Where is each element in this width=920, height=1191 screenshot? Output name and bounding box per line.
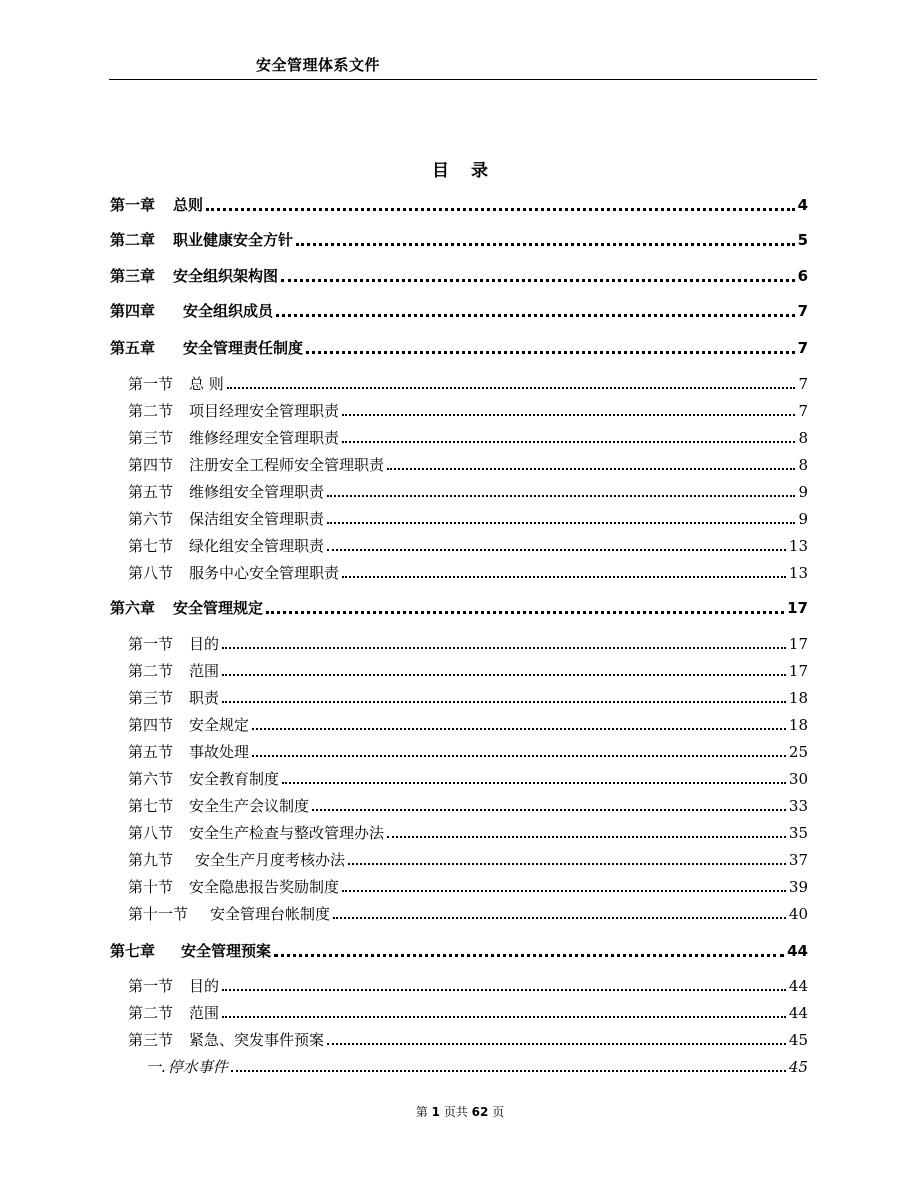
toc-entry-label: 保洁组安全管理职责 <box>189 510 325 528</box>
toc-dot-leader <box>282 782 786 784</box>
toc-page-number: 33 <box>788 797 808 815</box>
toc-entry-label: 范围 <box>189 1004 220 1022</box>
toc-entry-number: 第二章 <box>110 231 156 249</box>
toc-entry-number: 第五章 <box>110 339 156 357</box>
toc-entry-section[interactable] <box>128 975 808 997</box>
toc-entry-number: 第七节 <box>128 797 174 815</box>
toc-entry-number: 第三节 <box>128 429 174 447</box>
toc-entry-label: 安全组织成员 <box>183 302 274 320</box>
toc-dot-leader <box>327 549 786 551</box>
toc-entry-chapter[interactable] <box>110 265 808 287</box>
toc-entry-section[interactable] <box>128 508 808 530</box>
toc-page-number: 35 <box>788 824 808 842</box>
toc-entry-number: 第二节 <box>128 662 174 680</box>
toc-entry-number: 第七章 <box>110 942 156 960</box>
toc-page-number: 5 <box>797 231 808 249</box>
toc-dot-leader <box>222 1016 786 1018</box>
toc-page-number: 13 <box>788 537 808 555</box>
toc-page-number: 45 <box>788 1058 808 1076</box>
toc-entry-section[interactable] <box>128 400 808 422</box>
toc-entry-number: 第四节 <box>128 716 174 734</box>
toc-page-number: 18 <box>788 716 808 734</box>
toc-entry-chapter[interactable] <box>110 597 808 619</box>
toc-entry-number: 第三节 <box>128 689 174 707</box>
toc-entry-section[interactable] <box>128 660 808 682</box>
toc-entry-label: 总 则 <box>189 375 224 393</box>
toc-dot-leader <box>252 728 786 730</box>
toc-page-number: 44 <box>788 1004 808 1022</box>
toc-entry-section[interactable] <box>128 535 808 557</box>
footer-current-page: 1 <box>431 1105 440 1119</box>
toc-dot-leader <box>222 989 786 991</box>
toc-entry-number: 第四章 <box>110 302 156 320</box>
toc-entry-label: 紧急、突发事件预案 <box>189 1031 325 1049</box>
toc-entry-number: 第一节 <box>128 977 174 995</box>
toc-page-number: 44 <box>788 977 808 995</box>
toc-page-number: 4 <box>797 196 808 214</box>
toc-entry-section[interactable] <box>128 1029 808 1051</box>
toc-entry-section[interactable] <box>128 741 808 763</box>
toc-entry-label: 总则 <box>173 196 204 214</box>
toc-entry-chapter[interactable] <box>110 337 808 359</box>
toc-entry-section[interactable] <box>128 714 808 736</box>
toc-dot-leader <box>222 701 786 703</box>
toc-entry-label: 职业健康安全方针 <box>173 231 294 249</box>
toc-page-number: 18 <box>788 689 808 707</box>
toc-page-number: 25 <box>788 743 808 761</box>
toc-entry-number: 第三章 <box>110 267 156 285</box>
toc-title-char-2: 录 <box>471 161 488 181</box>
toc-entry-section[interactable] <box>128 562 808 584</box>
toc-page-number: 13 <box>788 564 808 582</box>
toc-entry-label: 项目经理安全管理职责 <box>189 402 340 420</box>
toc-title-char-1: 目 <box>432 161 449 181</box>
toc-entry-label: 绿化组安全管理职责 <box>189 537 325 555</box>
toc-dot-leader <box>252 755 786 757</box>
toc-dot-leader <box>327 495 795 497</box>
toc-dot-leader <box>348 863 786 865</box>
toc-dot-leader <box>327 1043 786 1045</box>
toc-entry-section[interactable] <box>128 849 808 871</box>
toc-entry-number: 一. <box>146 1058 166 1076</box>
toc-entry-number: 第八节 <box>128 564 174 582</box>
toc-dot-leader <box>387 468 795 470</box>
toc-page-number: 45 <box>788 1031 808 1049</box>
toc-entry-section[interactable] <box>128 373 808 395</box>
toc-dot-leader <box>387 836 786 838</box>
footer-total-pages: 62 <box>471 1105 489 1119</box>
toc-entry-number: 第一章 <box>110 196 156 214</box>
toc-entry-label: 停水事件 <box>167 1058 228 1076</box>
toc-entry-section[interactable] <box>128 795 808 817</box>
toc-dot-leader <box>327 522 795 524</box>
toc-dot-leader <box>342 576 786 578</box>
toc-entry-section[interactable] <box>128 687 808 709</box>
toc-entry-sub[interactable] <box>146 1056 808 1078</box>
toc-dot-leader <box>227 387 796 389</box>
footer-middle: 页共 <box>443 1105 468 1119</box>
toc-entry-label: 职责 <box>189 689 220 707</box>
toc-entry-number: 第六节 <box>128 510 174 528</box>
toc-entry-label: 注册安全工程师安全管理职责 <box>189 456 385 474</box>
toc-entry-chapter[interactable] <box>110 229 808 251</box>
toc-dot-leader <box>231 1070 786 1072</box>
toc-entry-number: 第八节 <box>128 824 174 842</box>
footer-prefix: 第 <box>415 1105 428 1119</box>
toc-entry-label: 安全生产检查与整改管理办法 <box>189 824 385 842</box>
toc-page-number: 7 <box>798 402 808 420</box>
toc-entry-number: 第六节 <box>128 770 174 788</box>
toc-dot-leader <box>274 954 784 957</box>
toc-entry-label: 安全教育制度 <box>189 770 280 788</box>
toc-entry-label: 目的 <box>189 977 220 995</box>
toc-page-number: 8 <box>798 429 808 447</box>
document-header-title: 安全管理体系文件 <box>256 56 381 74</box>
toc-dot-leader <box>342 414 795 416</box>
toc-page-number: 17 <box>788 635 808 653</box>
toc-dot-leader <box>296 243 795 246</box>
toc-entry-number: 第十节 <box>128 878 174 896</box>
toc-entry-number: 第九节 <box>128 851 174 869</box>
toc-entry-label: 维修经理安全管理职责 <box>189 429 340 447</box>
toc-entry-section[interactable] <box>128 481 808 503</box>
toc-entry-number: 第十一节 <box>128 905 189 923</box>
toc-page-number: 8 <box>798 456 808 474</box>
toc-entry-number: 第二节 <box>128 402 174 420</box>
toc-page-number: 37 <box>788 851 808 869</box>
toc-entry-label: 安全隐患报告奖励制度 <box>189 878 340 896</box>
toc-entry-section[interactable] <box>128 903 808 925</box>
toc-entry-label: 安全管理预案 <box>181 942 272 960</box>
toc-entry-chapter[interactable] <box>110 300 808 322</box>
toc-entry-label: 安全管理规定 <box>173 599 264 617</box>
toc-page-number: 17 <box>788 662 808 680</box>
toc-entry-section[interactable] <box>128 1002 808 1024</box>
toc-entry-number: 第五节 <box>128 743 174 761</box>
footer-suffix: 页 <box>492 1105 505 1119</box>
toc-dot-leader <box>266 611 784 614</box>
toc-entry-label: 安全规定 <box>189 716 250 734</box>
toc-dot-leader <box>306 351 795 354</box>
toc-entry-number: 第四节 <box>128 456 174 474</box>
toc-page-number: 17 <box>787 599 808 617</box>
toc-dot-leader <box>281 279 795 282</box>
toc-page-number: 9 <box>798 483 808 501</box>
toc-entry-number: 第五节 <box>128 483 174 501</box>
toc-entry-number: 第七节 <box>128 537 174 555</box>
page-footer <box>0 1103 920 1120</box>
toc-dot-leader <box>312 809 786 811</box>
toc-page-number: 7 <box>797 302 808 320</box>
toc-entry-section[interactable] <box>128 427 808 449</box>
toc-entry-label: 维修组安全管理职责 <box>189 483 325 501</box>
toc-page-number: 30 <box>788 770 808 788</box>
toc-entry-label: 目的 <box>189 635 220 653</box>
toc-entry-number: 第一节 <box>128 375 174 393</box>
toc-entry-chapter[interactable] <box>110 194 808 216</box>
toc-dot-leader <box>333 917 786 919</box>
toc-dot-leader <box>222 647 786 649</box>
toc-page-number: 7 <box>798 375 808 393</box>
toc-entry-label: 安全管理责任制度 <box>183 339 304 357</box>
toc-entry-number: 第二节 <box>128 1004 174 1022</box>
toc-page-number: 9 <box>798 510 808 528</box>
toc-entry-section[interactable] <box>128 633 808 655</box>
toc-entry-label: 范围 <box>189 662 220 680</box>
toc-entry-label: 安全生产月度考核办法 <box>195 851 346 869</box>
toc-entry-section[interactable] <box>128 768 808 790</box>
toc-dot-leader <box>342 441 795 443</box>
toc-entry-label: 安全组织架构图 <box>173 267 279 285</box>
toc-entry-label: 事故处理 <box>189 743 250 761</box>
toc-entry-number: 第六章 <box>110 599 156 617</box>
toc-entry-section[interactable] <box>128 876 808 898</box>
toc-page-number: 39 <box>788 878 808 896</box>
toc-entry-label: 安全生产会议制度 <box>189 797 310 815</box>
toc-page-number: 44 <box>787 942 808 960</box>
toc-entry-number: 第一节 <box>128 635 174 653</box>
toc-entry-label: 服务中心安全管理职责 <box>189 564 340 582</box>
toc-page-number: 6 <box>797 267 808 285</box>
toc-entry-section[interactable] <box>128 454 808 476</box>
toc-entry-section[interactable] <box>128 822 808 844</box>
toc-page-number: 40 <box>788 905 808 923</box>
toc-entry-chapter[interactable] <box>110 940 808 962</box>
toc-entry-number: 第三节 <box>128 1031 174 1049</box>
toc-dot-leader <box>342 890 786 892</box>
toc-dot-leader <box>206 208 795 211</box>
toc-page-number: 7 <box>797 339 808 357</box>
toc-dot-leader <box>222 674 786 676</box>
toc-dot-leader <box>276 314 795 317</box>
toc-entry-label: 安全管理台帐制度 <box>210 905 331 923</box>
